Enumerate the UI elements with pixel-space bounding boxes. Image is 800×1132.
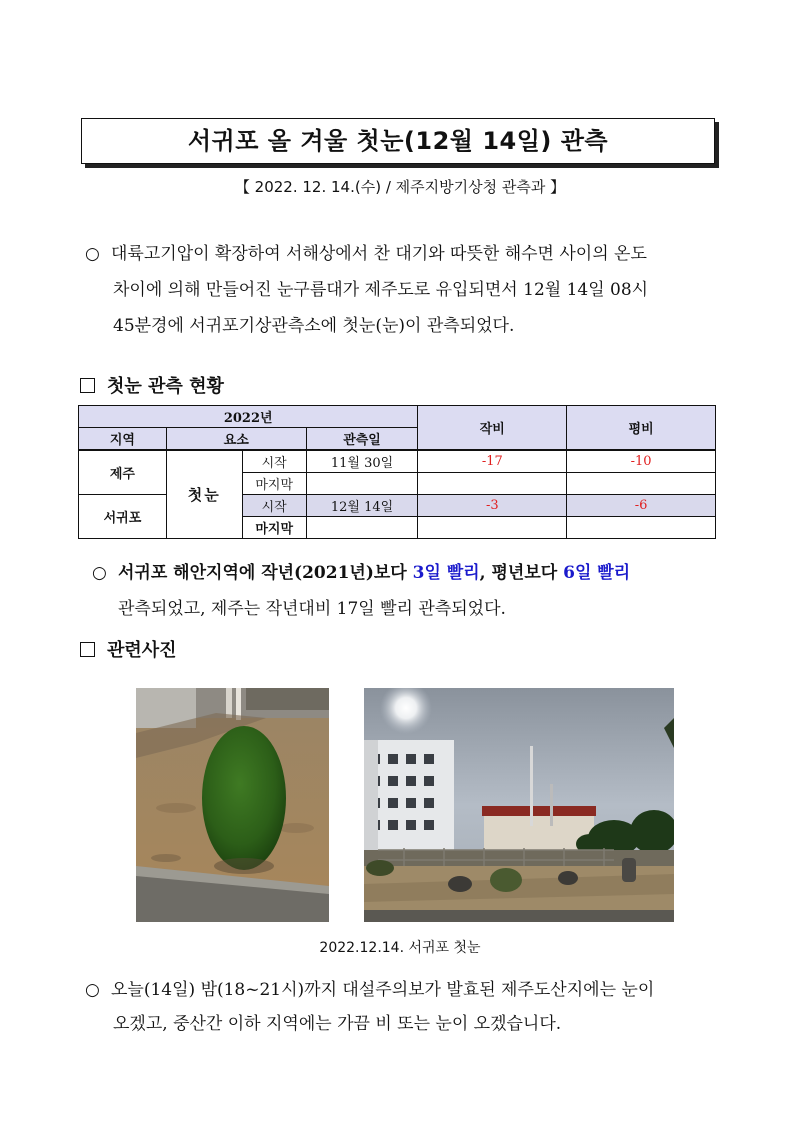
col-element: 요소 <box>166 428 306 451</box>
comparison-paragraph <box>92 555 742 627</box>
normal-cell: -10 <box>567 450 716 473</box>
bullet-icon: ○ <box>85 980 100 1000</box>
kind-cell: 시작 <box>242 450 306 473</box>
kind-cell: 시작 <box>242 495 306 517</box>
report-info: 【 2022. 12. 14.(수) / 제주지방기상청 관측과 】 <box>234 178 566 196</box>
section-heading-photos <box>80 636 177 662</box>
intro-paragraph <box>85 236 745 346</box>
bullet-icon: ○ <box>85 244 100 264</box>
comparison-line-2: 관측되었고, 제주는 작년대비 17일 빨리 관측되었다. <box>118 599 506 619</box>
checkbox-square-icon <box>80 378 95 393</box>
date-cell: 12월 14일 <box>306 495 418 517</box>
forecast-line-2: 오겠고, 중산간 이하 지역에는 가끔 비 또는 눈이 오겠습니다. <box>113 1014 562 1034</box>
year-header: 2022년 <box>79 406 418 428</box>
col-date: 관측일 <box>306 428 418 451</box>
date-cell: 11월 30일 <box>306 450 418 473</box>
station-image <box>364 688 674 922</box>
last-year-cell <box>418 473 567 495</box>
shrub-image <box>136 688 329 922</box>
highlight-6-days: 6일 빨리 <box>563 563 631 583</box>
col-normal: 평비 <box>567 406 716 451</box>
first-snow-table <box>78 405 716 539</box>
kind-cell: 마지막 <box>242 517 306 539</box>
region-jeju: 제주 <box>79 450 167 495</box>
comparison-line-1 <box>118 555 630 591</box>
intro-line-2: 차이에 의해 만들어진 눈구름대가 제주도로 유입되면서 12월 14일 08시 <box>113 280 649 300</box>
element-first-snow: 첫눈 <box>166 450 242 539</box>
normal-cell: -6 <box>567 495 716 517</box>
last-year-cell <box>418 517 567 539</box>
intro-line-1: 대륙고기압이 확장하여 서해상에서 찬 대기와 따뜻한 해수면 사이의 온도 <box>111 244 647 264</box>
normal-cell <box>567 517 716 539</box>
col-last-year: 작비 <box>418 406 567 451</box>
forecast-paragraph <box>85 972 745 1044</box>
col-region: 지역 <box>79 428 167 451</box>
checkbox-square-icon <box>80 642 95 657</box>
photo-shrub <box>136 688 329 922</box>
bullet-icon: ○ <box>92 563 107 583</box>
forecast-line-1: 오늘(14일) 밤(18~21시)까지 대설주의보가 발효된 제주도산지에는 눈이 <box>111 980 655 1000</box>
last-year-cell: -17 <box>418 450 567 473</box>
section-heading-observation <box>80 372 224 398</box>
section-heading-text: 관련사진 <box>107 640 177 661</box>
comparison-text: 서귀포 해안지역에 작년(2021년)보다 <box>118 563 413 583</box>
date-cell <box>306 517 418 539</box>
last-year-cell: -3 <box>418 495 567 517</box>
date-cell <box>306 473 418 495</box>
section-heading-text: 첫눈 관측 현황 <box>107 376 224 397</box>
region-seogwipo: 서귀포 <box>79 495 167 539</box>
photo-station <box>364 688 674 922</box>
intro-line-3: 45분경에 서귀포기상관측소에 첫눈(눈)이 관측되었다. <box>113 316 515 336</box>
page-title: 서귀포 올 겨울 첫눈(12월 14일) 관측 <box>81 118 715 164</box>
kind-cell: 마지막 <box>242 473 306 495</box>
highlight-3-days: 3일 빨리 <box>412 563 480 583</box>
comparison-text: , 평년보다 <box>479 563 564 583</box>
normal-cell <box>567 473 716 495</box>
photo-caption: 2022.12.14. 서귀포 첫눈 <box>319 940 481 956</box>
